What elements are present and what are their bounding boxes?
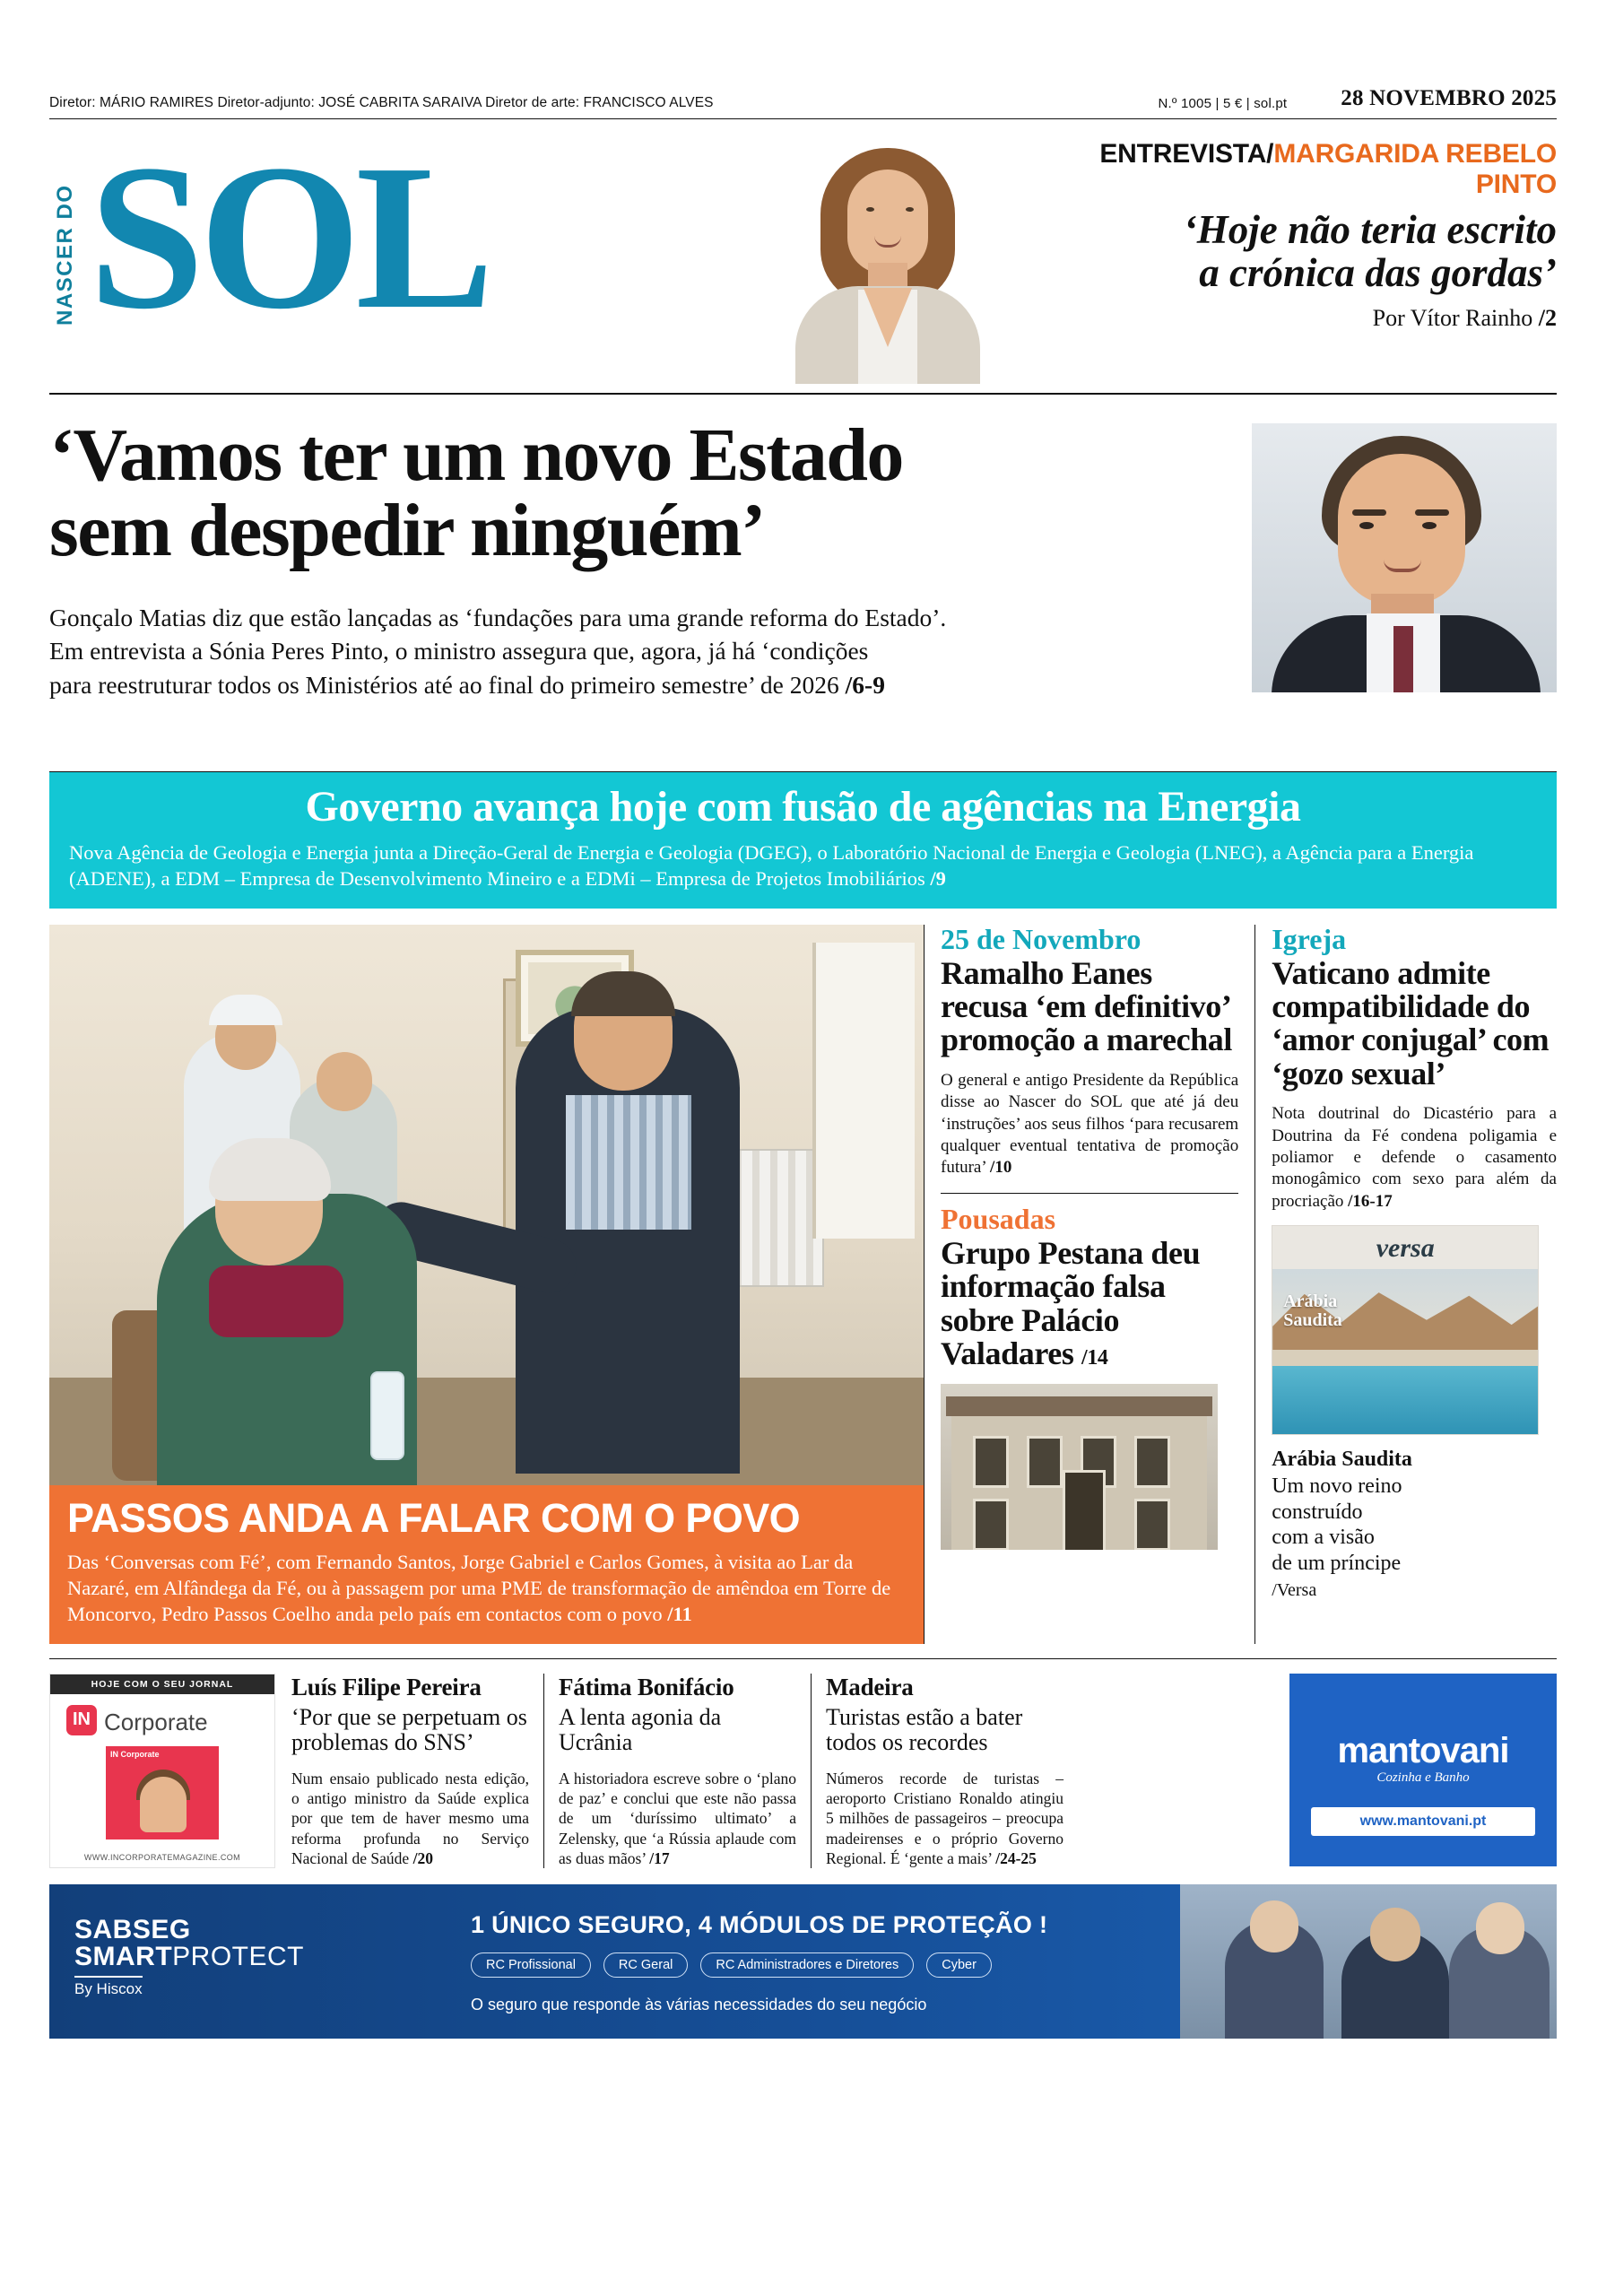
incorporate-cover-image xyxy=(106,1746,219,1839)
mantovani-ad[interactable] xyxy=(1289,1674,1557,1866)
incorporate-logo-icon: IN xyxy=(66,1705,97,1735)
versa-text-line4: de um príncipe xyxy=(1272,1552,1402,1576)
pousadas-headline xyxy=(941,1237,1238,1371)
opinion-author-1: Luís Filipe Pereira xyxy=(291,1673,482,1700)
opinion-body-1 xyxy=(291,1769,529,1868)
eanes-body xyxy=(941,1070,1238,1179)
energy-banner-body: Nova Agência de Geologia e Energia junta a Direção-Geral de Energia e Geologia (DGEG), o Laboratório Nacional de Energia e Geologia (LNEG), a Agência para a Energia (ADENE), a EDM – Empresa de Desenvolvimento Mineiro e a EDMi – Empresa de Projetos Imobiliários xyxy=(69,841,1474,891)
sabseg-photo xyxy=(1180,1884,1557,2039)
interview-byline-text: Por Vítor Rainho xyxy=(1372,305,1539,332)
opinion-column-1[interactable] xyxy=(291,1674,543,1868)
mantovani-logo: mantovani xyxy=(1337,1730,1509,1770)
sabseg-ad[interactable] xyxy=(49,1884,1557,2039)
versa-story-title: Arábia Saudita xyxy=(1272,1447,1412,1471)
sabseg-footer-text: O seguro que responde às várias necessidades do seu negócio xyxy=(471,1996,927,2014)
sabseg-module-chips xyxy=(471,1952,992,1978)
lower-strip xyxy=(49,1674,1557,1881)
incorporate-topbar: HOJE COM O SEU JORNAL xyxy=(50,1674,274,1694)
sabseg-headline: 1 ÚNICO SEGURO, 4 MÓDULOS DE PROTEÇÃO ! xyxy=(471,1911,1048,1939)
issue-date: 28 NOVEMBRO 2025 xyxy=(1341,86,1557,110)
versa-promo[interactable] xyxy=(1272,1225,1539,1435)
brand-prefix: NASCER DO xyxy=(53,184,77,326)
versa-text-line2: construído xyxy=(1272,1500,1363,1524)
opinion-title-1: ‘Por que se perpetuam os problemas do SNS’ xyxy=(291,1703,527,1756)
interview-teaser[interactable] xyxy=(1055,139,1557,332)
palacio-valadares-photo xyxy=(941,1384,1218,1550)
lead-standfirst-line3-text: para reestruturar todos os Ministérios até ao final do primeiro semestre’ de 2026 xyxy=(49,670,846,699)
vaticano-page-ref: /16-17 xyxy=(1348,1191,1393,1211)
passos-caption-text xyxy=(67,1549,906,1628)
opinion-title-2: A lenta agonia da Ucrânia xyxy=(559,1703,722,1756)
sabseg-brand-line2 xyxy=(74,1942,304,1972)
sabseg-chip-2[interactable]: RC Geral xyxy=(603,1952,688,1978)
main-content-grid xyxy=(49,922,1557,1659)
interview-page-ref: /2 xyxy=(1538,305,1557,332)
pousadas-kicker: Pousadas xyxy=(941,1203,1056,1236)
sabseg-logo xyxy=(74,1915,304,1998)
lead-story[interactable] xyxy=(49,395,1557,772)
eanes-headline: Ramalho Eanes recusa ‘em definitivo’ promoção a marechal xyxy=(941,954,1233,1058)
incorporate-url[interactable]: WWW.INCORPORATEMAGAZINE.COM xyxy=(83,1852,241,1862)
director-credits: Diretor: MÁRIO RAMIRES Diretor-adjunto: JOSÉ CABRITA SARAIVA Diretor de arte: FRANCISCO ALVES xyxy=(49,95,714,110)
versa-photo-title-line1: Arábia xyxy=(1283,1291,1338,1311)
energy-banner-story[interactable] xyxy=(49,772,1557,909)
eanes-story[interactable] xyxy=(941,922,1239,1178)
lead-standfirst xyxy=(49,601,1175,701)
sabseg-brand-protect: PROTECT xyxy=(172,1942,304,1972)
opinion-author-3: Madeira xyxy=(826,1673,914,1700)
interview-kicker-label: ENTREVISTA/ xyxy=(1099,139,1274,169)
passos-page-ref: /11 xyxy=(667,1603,692,1626)
incorporate-magazine-ad[interactable] xyxy=(49,1674,275,1868)
interview-kicker xyxy=(1055,139,1557,200)
mantovani-url[interactable]: www.mantovani.pt xyxy=(1311,1807,1535,1836)
sabseg-brand-line3: By Hiscox xyxy=(74,1976,143,1998)
eanes-body-text: O general e antigo Presidente da República disse ao Nascer do SOL que até já deu ‘instruções’ aos seus filhos ‘para recusarem qualquer eventual tentativa de promoção futura’ xyxy=(941,1070,1239,1178)
opinion-body-text-1: Num ensaio publicado nesta edição, o antigo ministro da Saúde explica por que tem de haver mesmo uma reforma profunda no Serviço Nacional de Saúde xyxy=(291,1769,529,1867)
sabseg-chip-3[interactable]: RC Administradores e Diretores xyxy=(700,1952,914,1978)
lead-page-ref: /6-9 xyxy=(845,670,885,699)
opinion-page-ref-2: /17 xyxy=(649,1848,670,1867)
pousadas-page-ref: /14 xyxy=(1081,1346,1108,1370)
minister-portrait-photo xyxy=(1252,423,1557,692)
vaticano-headline: Vaticano admite compatibilidade do ‘amor conjugal’ com ‘gozo sexual’ xyxy=(1272,954,1550,1091)
lead-headline xyxy=(49,413,1215,572)
interview-headline xyxy=(1055,209,1557,294)
vaticano-story[interactable] xyxy=(1272,922,1557,1213)
opinion-column-2[interactable] xyxy=(543,1674,811,1868)
versa-text-line3: com a visão xyxy=(1272,1526,1375,1550)
mantovani-tagline: Cozinha e Banho xyxy=(1376,1770,1470,1785)
right-column xyxy=(1254,922,1557,1644)
lead-headline-line1: ‘Vamos ter um novo Estado xyxy=(49,413,903,497)
opinion-page-ref-3: /24-25 xyxy=(995,1848,1037,1867)
middle-column xyxy=(924,922,1254,1644)
sabseg-brand-line1: SABSEG xyxy=(74,1915,191,1945)
opinion-page-ref-1: /20 xyxy=(412,1848,433,1867)
sabseg-brand-smart: SMART xyxy=(74,1942,173,1972)
lead-standfirst-line3 xyxy=(49,668,1175,701)
vaticano-body-text: Nota doutrinal do Dicastério para a Doutrina da Fé condena poligamia e poliamor e defende o casamento monogâmico com sexo para além da procriação xyxy=(1272,1104,1557,1211)
versa-page-ref: /Versa xyxy=(1272,1580,1317,1601)
middle-divider xyxy=(941,1193,1238,1194)
energy-banner-text xyxy=(69,840,1537,892)
opinion-body-text-3: Números recorde de turistas – aeroporto Cristiano Ronaldo atingiu 5 milhões de passageiros – preocupa madeirenses e o próprio Governo Regional. É ‘gente a mais’ xyxy=(826,1769,1063,1867)
lead-standfirst-line2: Em entrevista a Sónia Peres Pinto, o ministro assegura que, agora, já há ‘condições xyxy=(49,637,869,665)
photo-story-column[interactable] xyxy=(49,925,924,1644)
incorporate-wordmark: Corporate xyxy=(104,1708,208,1735)
interview-byline xyxy=(1055,305,1557,332)
versa-text-line1: Um novo reino xyxy=(1272,1474,1402,1498)
interview-headline-line1: ‘Hoje não teria escrito xyxy=(1183,207,1557,252)
incorporate-cover-title: IN Corporate xyxy=(110,1749,160,1759)
sabseg-chip-1[interactable]: RC Profissional xyxy=(471,1952,591,1978)
energy-banner-headline: Governo avança hoje com fusão de agências na Energia xyxy=(305,783,1301,831)
opinion-author-2: Fátima Bonifácio xyxy=(559,1673,734,1700)
versa-photo-title-line2: Saudita xyxy=(1283,1309,1342,1330)
eanes-kicker: 25 de Novembro xyxy=(941,922,1142,955)
vaticano-body xyxy=(1272,1103,1557,1213)
brand-logo: SOL xyxy=(89,122,490,352)
opinion-body-text-2: A historiadora escreve sobre o ‘plano de paz’ e conclui que este não passa de um ‘duríssimo ultimato’ a Zelensky, que ‘a Rússia aplaude com as duas mãos’ xyxy=(559,1769,796,1867)
masthead-credits-bar xyxy=(49,0,1557,119)
interview-kicker-name: MARGARIDA REBELO PINTO xyxy=(1273,139,1557,199)
energy-banner-page-ref: /9 xyxy=(930,867,946,891)
opinion-column-3[interactable] xyxy=(811,1674,1078,1868)
passos-caption-headline: PASSOS ANDA A FALAR COM O POVO xyxy=(67,1494,801,1541)
sabseg-chip-4[interactable]: Cyber xyxy=(926,1952,992,1978)
versa-photo-title xyxy=(1283,1292,1342,1330)
eanes-page-ref: /10 xyxy=(990,1158,1012,1178)
masthead xyxy=(49,119,1557,395)
versa-logo: versa xyxy=(1376,1232,1435,1263)
opinion-title-3: Turistas estão a bater todos os recordes xyxy=(826,1703,1023,1756)
passos-caption-body: Das ‘Conversas com Fé’, com Fernando Santos, Jorge Gabriel e Carlos Gomes, à visita ao Lar da Nazaré, em Alfândega da Fé, ou à passagem por uma PME de transformação de amêndoa em Torre de Moncorvo, Pedro Passos Coelho anda pelo país em contactos com o povo xyxy=(67,1550,891,1626)
lead-headline-line2: sem despedir ninguém’ xyxy=(49,489,765,572)
passos-visit-photo xyxy=(49,925,924,1485)
pousadas-headline-text: Grupo Pestana deu informação falsa sobre Palácio Valadares xyxy=(941,1235,1201,1372)
versa-story-text xyxy=(1272,1474,1557,1577)
opinion-columns xyxy=(291,1674,1273,1868)
issue-info: N.º 1005 | 5 € | sol.pt xyxy=(1158,96,1288,111)
opinion-body-2 xyxy=(559,1769,796,1868)
igreja-kicker: Igreja xyxy=(1272,922,1347,955)
lead-standfirst-line1: Gonçalo Matias diz que estão lançadas as ‘fundações para uma grande reforma do Estado’. xyxy=(49,604,947,631)
interview-headline-line2: a crónica das gordas’ xyxy=(1199,249,1557,295)
opinion-body-3 xyxy=(826,1769,1063,1868)
passos-caption-box xyxy=(49,1485,924,1644)
pousadas-story[interactable] xyxy=(941,1205,1238,1549)
interview-portrait-photo xyxy=(758,128,1018,384)
